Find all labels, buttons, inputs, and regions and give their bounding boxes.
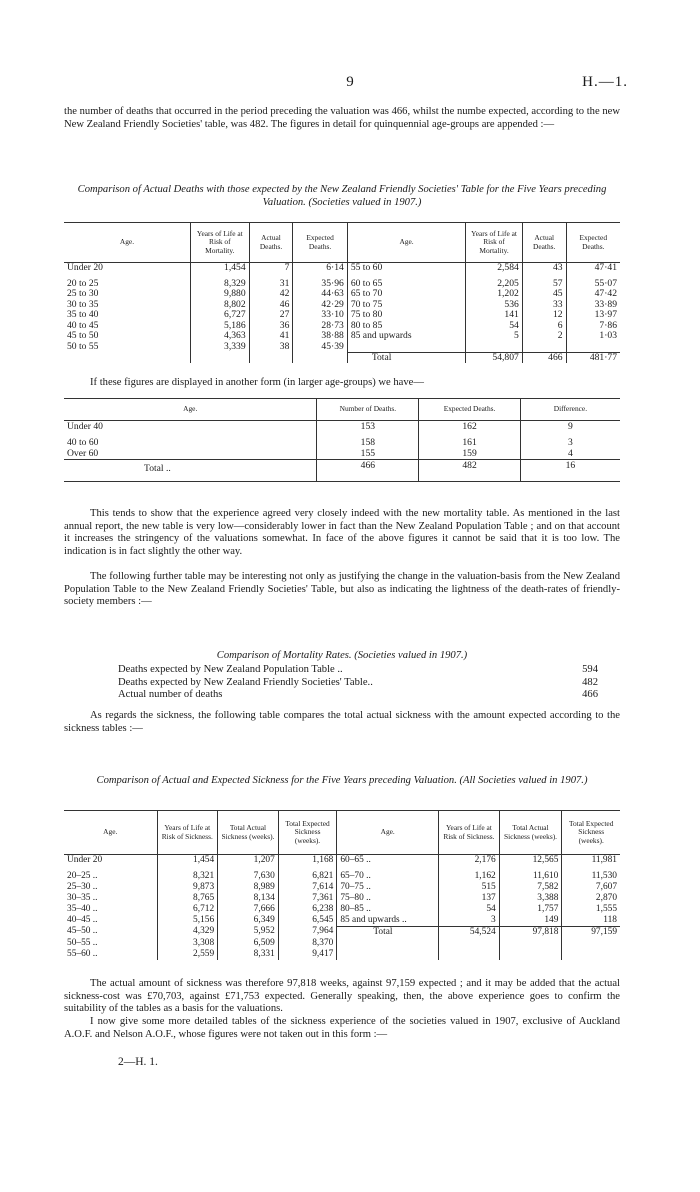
table-cell: 12 bbox=[522, 310, 566, 321]
table-cell: 536 bbox=[466, 300, 523, 311]
table-row bbox=[64, 263, 620, 279]
table-cell: 11,981 bbox=[591, 855, 617, 865]
table-cell: 9,417 bbox=[278, 949, 337, 960]
table-cell: 11,530 bbox=[591, 870, 617, 881]
table-row bbox=[64, 855, 620, 871]
table-row bbox=[64, 448, 620, 460]
mortality-row bbox=[118, 664, 598, 677]
table-cell: 43 bbox=[522, 263, 566, 279]
age-cell: 65 to 70 bbox=[347, 289, 465, 300]
total-expected: 481·77 bbox=[566, 352, 620, 363]
table-cell: 515 bbox=[439, 882, 500, 893]
table-cell bbox=[562, 949, 620, 960]
total-deaths: 466 bbox=[317, 459, 419, 477]
age-cell: 30 to 35 bbox=[64, 300, 190, 311]
mortality-row bbox=[118, 689, 598, 702]
table-row bbox=[64, 915, 620, 927]
mortality-caption: Comparison of Mortality Rates. (Societies valued in 1907.) bbox=[216, 650, 468, 661]
table-row bbox=[64, 310, 620, 321]
table-cell bbox=[499, 949, 562, 960]
col-header: Years of Life at Risk of Mortality. bbox=[466, 223, 523, 263]
footer-signature: 2—H. 1. bbox=[118, 1056, 158, 1068]
age-cell: 60–65 .. bbox=[337, 855, 439, 871]
age-cell: Under 20 bbox=[64, 855, 157, 871]
age-cell: 85 and upwards .. bbox=[337, 915, 439, 927]
table-cell bbox=[337, 949, 439, 960]
total-label: Total bbox=[347, 352, 465, 363]
table-cell: 12,565 bbox=[499, 855, 562, 871]
table-cell: 5,952 bbox=[218, 926, 279, 938]
table-row bbox=[64, 421, 620, 437]
table-cell: 8,370 bbox=[278, 938, 337, 949]
age-cell: 85 and upwards bbox=[347, 331, 465, 342]
table-cell: 11,610 bbox=[499, 871, 562, 882]
col-header: Expected Deaths. bbox=[579, 233, 608, 251]
table-cell bbox=[337, 938, 439, 949]
table-cell: 7,582 bbox=[499, 882, 562, 893]
age-cell: 80 to 85 bbox=[347, 321, 465, 332]
table-row bbox=[64, 893, 620, 904]
age-cell: 20 to 25 bbox=[64, 279, 190, 290]
table-row bbox=[64, 871, 620, 882]
table-cell: 28·73 bbox=[293, 321, 347, 332]
age-cell: 30–35 .. bbox=[64, 893, 157, 904]
table-cell: 2,559 bbox=[157, 949, 218, 960]
table-cell: 4 bbox=[568, 447, 573, 459]
table-cell: 5,156 bbox=[157, 915, 218, 927]
table-cell: 2 bbox=[522, 331, 566, 342]
table-cell: 1,207 bbox=[218, 855, 279, 871]
table-cell: 7,630 bbox=[218, 871, 279, 882]
total-expected: 482 bbox=[419, 459, 521, 477]
table-cell: 35·96 bbox=[293, 279, 347, 290]
table-cell: 161 bbox=[419, 437, 521, 448]
age-cell: 25 to 30 bbox=[64, 289, 190, 300]
age-cell: 40 to 60 bbox=[64, 437, 317, 448]
table3-caption: Comparison of Actual and Expected Sickness for the Five Years preceding Valuation. (All Societies valued in 1907.) bbox=[96, 775, 588, 786]
table-cell: 7,361 bbox=[278, 893, 337, 904]
table-cell: 8,134 bbox=[218, 893, 279, 904]
age-cell: 20–25 .. bbox=[64, 871, 157, 882]
col-header: Total Actual Sickness (weeks). bbox=[499, 811, 562, 855]
table-cell: 4,329 bbox=[157, 926, 218, 938]
age-cell: 35 to 40 bbox=[64, 310, 190, 321]
table-cell: 6 bbox=[522, 321, 566, 332]
age-cell: 55 to 60 bbox=[347, 263, 465, 279]
mortality-value: 466 bbox=[582, 689, 598, 701]
table-cell bbox=[439, 949, 500, 960]
page-number: 9 bbox=[346, 74, 354, 90]
table-cell: 162 bbox=[419, 421, 521, 437]
total-label: Total bbox=[337, 926, 439, 938]
table-cell: 7,607 bbox=[595, 881, 617, 892]
table-cell: 47·42 bbox=[594, 288, 617, 299]
table-cell bbox=[566, 342, 620, 353]
table-cell: 33 bbox=[522, 300, 566, 311]
table-cell: 158 bbox=[317, 437, 419, 448]
table-cell: 1,162 bbox=[439, 871, 500, 882]
total-difference: 16 bbox=[520, 459, 620, 477]
age-cell bbox=[347, 342, 465, 353]
table-cell: 8,321 bbox=[157, 871, 218, 882]
table-cell bbox=[419, 477, 521, 481]
table-cell: 3,308 bbox=[157, 938, 218, 949]
age-cell: 75 to 80 bbox=[347, 310, 465, 321]
table-cell: 1,757 bbox=[499, 904, 562, 915]
table-cell: 2,205 bbox=[466, 279, 523, 290]
age-cell: Under 20 bbox=[64, 263, 190, 279]
mortality-value: 594 bbox=[582, 664, 598, 675]
total-actual: 466 bbox=[522, 352, 566, 363]
table-cell: 5,186 bbox=[190, 321, 249, 332]
table-cell: 137 bbox=[439, 893, 500, 904]
total-years: 54,524 bbox=[439, 926, 500, 938]
col-header: Total Expected Sickness (weeks). bbox=[568, 818, 614, 845]
paragraph-further-table: The following further table may be interesting not only as justifying the change in the valuation-basis from the New Zealand Population Table to the New Zealand Friendly Societies' Table, but also as indicating the lightness of the death-rates of friendly-society members :— bbox=[64, 571, 620, 608]
age-cell: 60 to 65 bbox=[347, 279, 465, 290]
document-code: H.—1. bbox=[582, 74, 628, 90]
age-cell: 45–50 .. bbox=[64, 926, 157, 938]
table-cell bbox=[499, 938, 562, 949]
table-cell: 47·41 bbox=[594, 262, 617, 273]
table-cell: 2,584 bbox=[466, 263, 523, 279]
table-cell bbox=[64, 352, 190, 363]
age-cell: 70–75 .. bbox=[337, 882, 439, 893]
age-cell: Under 40 bbox=[64, 421, 317, 437]
table-cell: 7 bbox=[249, 263, 293, 279]
table-cell bbox=[562, 938, 620, 949]
age-cell: 35–40 .. bbox=[64, 904, 157, 915]
table-cell bbox=[190, 352, 249, 363]
table-cell: 153 bbox=[317, 421, 419, 437]
table-cell: 7,614 bbox=[278, 882, 337, 893]
total-row bbox=[64, 459, 620, 477]
table-cell: 2,870 bbox=[595, 892, 617, 903]
table-cell: 3 bbox=[568, 436, 573, 448]
age-cell: 50 to 55 bbox=[64, 342, 190, 353]
col-header: Total Expected Sickness (weeks). bbox=[278, 811, 337, 855]
table-cell: 33·10 bbox=[293, 310, 347, 321]
age-cell: 75–80 .. bbox=[337, 893, 439, 904]
age-cell: 40–45 .. bbox=[64, 915, 157, 927]
age-cell: Over 60 bbox=[64, 448, 317, 460]
table-cell: 1,454 bbox=[190, 263, 249, 279]
col-header: Age. bbox=[64, 223, 190, 263]
paragraph-sickness-cost: The actual amount of sickness was therefore 97,818 weeks, against 97,159 expected ; and it may be added that the actual sickness-cost was £70,703, against £71,753 expected. Generally speaking, then, the above experience goes to confirm the suitability of the tables as a basis for the valuations. bbox=[64, 978, 620, 1015]
table-cell: 44·63 bbox=[293, 289, 347, 300]
table-cell: 6,238 bbox=[278, 904, 337, 915]
deaths-grouped-table bbox=[64, 398, 620, 482]
col-header: Years of Life at Risk of Mortality. bbox=[190, 223, 249, 263]
table-cell: 6,712 bbox=[157, 904, 218, 915]
table-row bbox=[64, 289, 620, 300]
table-cell: 9 bbox=[568, 421, 573, 432]
age-cell: 70 to 75 bbox=[347, 300, 465, 311]
table-cell: 6,821 bbox=[278, 871, 337, 882]
table-cell: 7·86 bbox=[599, 319, 617, 331]
table-row bbox=[64, 331, 620, 342]
deaths-comparison-table bbox=[64, 222, 620, 363]
table-row bbox=[64, 949, 620, 960]
paragraph-agreement: This tends to show that the experience agreed very closely indeed with the new mortality table. As mentioned in the last annual report, the new table is very low—considerably lower in fact than the New Zealand Population Table ; and on that account it increases the stringency of the valuations somewhat. In face of the above figures it cannot be said that it is too low. The indication is in fact slightly the other way. bbox=[64, 508, 620, 557]
paragraph-sickness: As regards the sickness, the following table compares the total actual sickness with the amount expected according to the sickness tables :— bbox=[64, 710, 620, 734]
table-cell bbox=[439, 938, 500, 949]
table-cell bbox=[293, 352, 347, 363]
table2-intro: If these figures are displayed in another form (in larger age-groups) we have— bbox=[90, 377, 424, 388]
table-cell: 7,964 bbox=[278, 926, 337, 938]
table-cell: 38·88 bbox=[293, 331, 347, 342]
col-header: Difference. bbox=[553, 404, 588, 414]
col-header: Age. bbox=[337, 811, 439, 855]
table-cell bbox=[520, 477, 620, 481]
table-cell: 45·39 bbox=[293, 342, 347, 353]
table-cell: 41 bbox=[249, 331, 293, 342]
table-cell: 1,454 bbox=[157, 855, 218, 871]
table-cell: 1,555 bbox=[595, 903, 617, 914]
table-cell: 4,363 bbox=[190, 331, 249, 342]
table-cell bbox=[64, 477, 317, 481]
table-cell: 118 bbox=[603, 914, 617, 925]
table-cell: 8,329 bbox=[190, 279, 249, 290]
table-row bbox=[64, 938, 620, 949]
table-row bbox=[64, 926, 620, 938]
table-cell: 159 bbox=[419, 448, 521, 460]
table-cell: 27 bbox=[249, 310, 293, 321]
table-cell: 13·97 bbox=[594, 309, 617, 320]
mortality-rates-list bbox=[118, 664, 598, 702]
mortality-row bbox=[118, 677, 598, 690]
table-cell: 46 bbox=[249, 300, 293, 311]
table-cell: 6,545 bbox=[278, 915, 337, 927]
table-cell: 31 bbox=[249, 279, 293, 290]
table-cell: 33·89 bbox=[594, 298, 617, 310]
table-cell: 54 bbox=[466, 321, 523, 332]
table-cell: 6,509 bbox=[218, 938, 279, 949]
col-header: Number of Deaths. bbox=[317, 399, 419, 421]
total-expected: 97,159 bbox=[562, 926, 620, 938]
table-cell: 6·14 bbox=[293, 263, 347, 279]
table-row bbox=[64, 342, 620, 353]
paragraph-detailed-tables: I now give some more detailed tables of the sickness experience of the societies valued in 1907, exclusive of Auckland A.O.F. and Nelson A.O.F., whose figures were not taken out in this form :— bbox=[64, 1016, 620, 1040]
table-row bbox=[64, 882, 620, 893]
table-cell: 54 bbox=[439, 904, 500, 915]
age-cell: 25–30 .. bbox=[64, 882, 157, 893]
age-cell: 65–70 .. bbox=[337, 871, 439, 882]
col-header: Actual Deaths. bbox=[522, 223, 566, 263]
table-cell: 55·07 bbox=[594, 277, 617, 289]
table-cell: 5 bbox=[466, 331, 523, 342]
table-row bbox=[64, 904, 620, 915]
table-cell bbox=[522, 342, 566, 353]
age-cell: 50–55 .. bbox=[64, 938, 157, 949]
table-cell: 3,388 bbox=[499, 893, 562, 904]
table-cell: 8,802 bbox=[190, 300, 249, 311]
age-cell: 80–85 .. bbox=[337, 904, 439, 915]
table-cell: 45 bbox=[522, 289, 566, 300]
table-cell: 6,727 bbox=[190, 310, 249, 321]
col-header: Expected Deaths. bbox=[293, 223, 347, 263]
table1-caption: Comparison of Actual Deaths with those expected by the New Zealand Friendly Societies' Table for the Five Years preceding Valuation. (Societies valued in 1907.) bbox=[77, 184, 607, 208]
table-cell: 9,873 bbox=[157, 882, 218, 893]
mortality-label: Deaths expected by New Zealand Friendly Societies' Table.. bbox=[118, 676, 373, 688]
col-header: Expected Deaths. bbox=[419, 399, 521, 421]
table-cell: 2,176 bbox=[439, 855, 500, 871]
table-cell: 1,202 bbox=[466, 289, 523, 300]
col-header: Years of Life at Risk of Sickness. bbox=[439, 811, 500, 855]
total-label: Total .. bbox=[64, 459, 317, 477]
col-header: Years of Life at Risk of Sickness. bbox=[157, 811, 218, 855]
table-cell: 3,339 bbox=[190, 342, 249, 353]
table-cell: 141 bbox=[466, 310, 523, 321]
table-cell: 8,989 bbox=[218, 882, 279, 893]
table-cell: 155 bbox=[317, 448, 419, 460]
table-cell: 6,349 bbox=[218, 915, 279, 927]
mortality-label: Deaths expected by New Zealand Population Table .. bbox=[118, 664, 343, 675]
age-cell: 45 to 50 bbox=[64, 331, 190, 342]
col-header: Age. bbox=[64, 811, 157, 855]
intro-paragraph: the number of deaths that occurred in the period preceding the valuation was 466, whilst the numbe expected, according to the new New Zealand Friendly Societies' table, was 482. The figures in detail for quinquennial age-groups are appended :— bbox=[64, 106, 620, 130]
table-cell: 9,880 bbox=[190, 289, 249, 300]
mortality-value: 482 bbox=[582, 676, 598, 688]
table-cell bbox=[466, 342, 523, 353]
table-cell: 57 bbox=[522, 279, 566, 290]
col-header: Age. bbox=[347, 223, 465, 263]
sickness-comparison-table bbox=[64, 810, 620, 960]
table-cell: 8,765 bbox=[157, 893, 218, 904]
age-cell: 40 to 45 bbox=[64, 321, 190, 332]
table-cell bbox=[317, 477, 419, 481]
total-years: 54,807 bbox=[466, 352, 523, 363]
col-header: Age. bbox=[64, 399, 317, 421]
table-cell: 1·03 bbox=[599, 330, 617, 341]
table-cell: 38 bbox=[249, 342, 293, 353]
col-header: Total Actual Sickness (weeks). bbox=[218, 811, 279, 855]
total-row bbox=[64, 352, 620, 363]
table-cell: 7,666 bbox=[218, 904, 279, 915]
table-row bbox=[64, 437, 620, 448]
table-cell: 149 bbox=[499, 915, 562, 927]
age-cell: 55–60 .. bbox=[64, 949, 157, 960]
table-cell: 36 bbox=[249, 321, 293, 332]
total-actual: 97,818 bbox=[499, 926, 562, 938]
table-cell bbox=[249, 352, 293, 363]
table-cell: 3 bbox=[439, 915, 500, 927]
table-cell: 42·29 bbox=[293, 300, 347, 311]
col-header: Actual Deaths. bbox=[249, 223, 293, 263]
table-cell: 1,168 bbox=[278, 855, 337, 871]
table-cell: 42 bbox=[249, 289, 293, 300]
table-cell: 8,331 bbox=[218, 949, 279, 960]
mortality-label: Actual number of deaths bbox=[118, 689, 223, 701]
